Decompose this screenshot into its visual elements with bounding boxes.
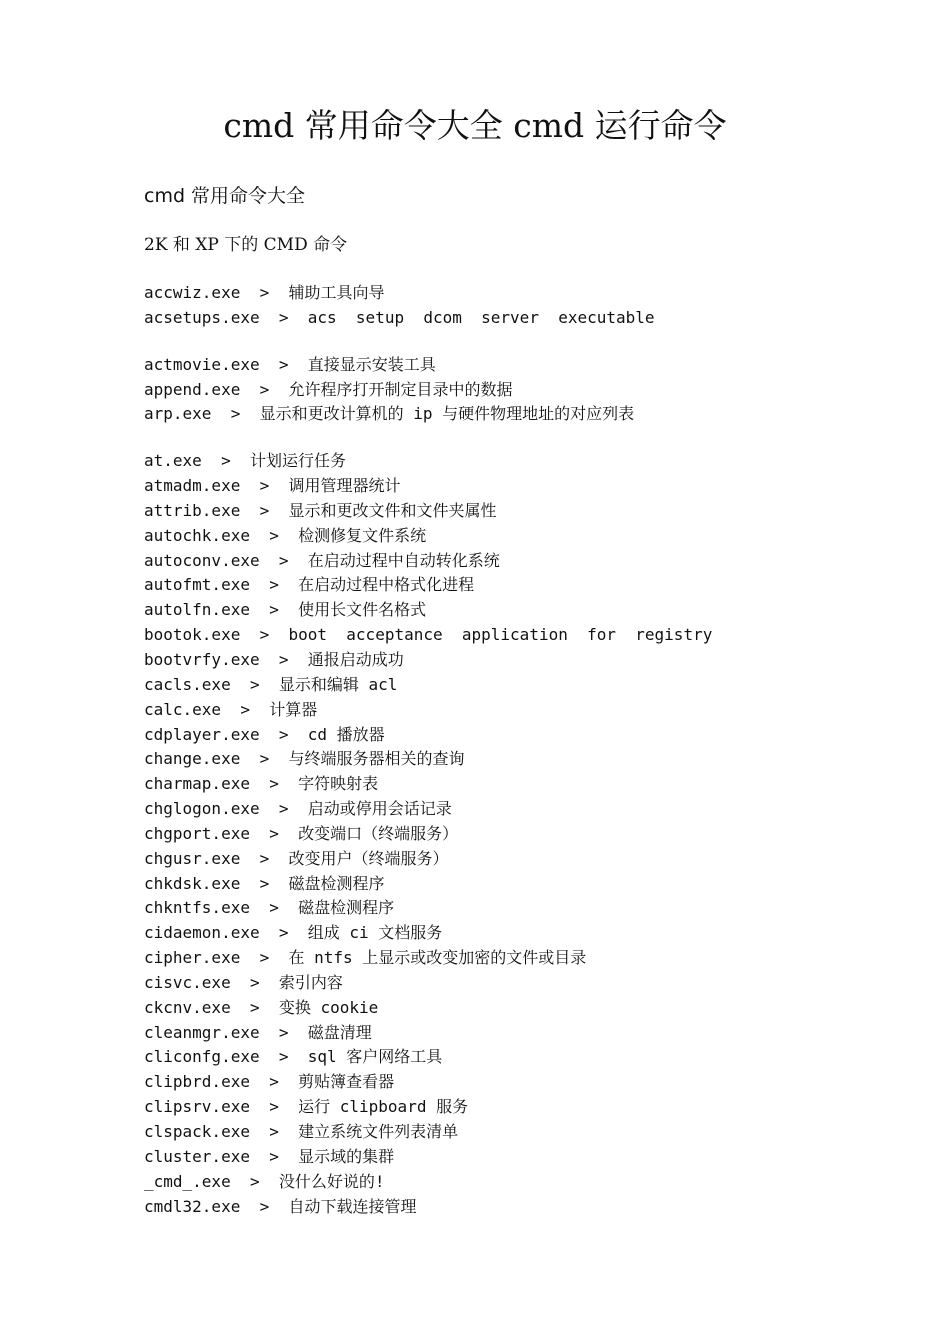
- command-line: chglogon.exe > 启动或停用会话记录: [144, 799, 452, 819]
- command-line: chgusr.exe > 改变用户（终端服务）: [144, 848, 449, 868]
- command-line: clspack.exe > 建立系统文件列表清单: [144, 1122, 459, 1141]
- command-line: _cmd_.exe > 没什么好说的!: [144, 1171, 385, 1191]
- command-line: cdplayer.exe > cd 播放器: [144, 724, 385, 744]
- command-line: cacls.exe > 显示和编辑 acl: [144, 674, 398, 694]
- command-line: cidaemon.exe > 组成 ci 文档服务: [144, 923, 443, 943]
- command-line: autochk.exe > 检测修复文件系统: [144, 525, 427, 545]
- document-title: cmd 常用命令大全 cmd 运行命令: [223, 106, 727, 145]
- command-line: arp.exe > 显示和更改计算机的 ip 与硬件物理地址的对应列表: [144, 404, 635, 424]
- command-line: accwiz.exe > 辅助工具向导: [144, 283, 385, 302]
- section-heading: cmd 常用命令大全: [144, 185, 306, 207]
- command-line: autolfn.exe > 使用长文件名格式: [144, 600, 427, 620]
- command-line: autoconv.exe > 在启动过程中自动转化系统: [144, 550, 500, 570]
- command-line: cmdl32.exe > 自动下载连接管理: [144, 1196, 417, 1216]
- command-line: cliconfg.exe > sql 客户网络工具: [144, 1047, 443, 1067]
- command-line: atmadm.exe > 调用管理器统计: [144, 476, 401, 496]
- command-line: at.exe > 计划运行任务: [144, 451, 346, 471]
- command-line: bootok.exe > boot acceptance application for registry: [144, 625, 713, 645]
- command-line: chgport.exe > 改变端口（终端服务）: [144, 823, 459, 843]
- command-line: bootvrfy.exe > 通报启动成功: [144, 649, 404, 669]
- command-line: ckcnv.exe > 变换 cookie: [144, 997, 379, 1017]
- command-line: charmap.exe > 字符映射表: [144, 774, 379, 794]
- command-line: append.exe > 允许程序打开制定目录中的数据: [144, 379, 513, 399]
- blank-line: [144, 427, 712, 449]
- command-line: actmovie.exe > 直接显示安装工具: [144, 354, 436, 374]
- command-line: cisvc.exe > 索引内容: [144, 972, 343, 992]
- command-line: cipher.exe > 在 ntfs 上显示或改变加密的文件或目录: [144, 948, 587, 968]
- command-line: chkntfs.exe > 磁盘检测程序: [144, 898, 395, 918]
- section-note: 2K 和 XP 下的 CMD 命令: [144, 235, 348, 255]
- command-line: autofmt.exe > 在启动过程中格式化进程: [144, 575, 475, 595]
- blank-line: [144, 331, 712, 353]
- command-line: change.exe > 与终端服务器相关的查询: [144, 749, 465, 769]
- command-line: attrib.exe > 显示和更改文件和文件夹属性: [144, 500, 497, 520]
- command-line: clipsrv.exe > 运行 clipboard 服务: [144, 1097, 469, 1117]
- command-line: cleanmgr.exe > 磁盘清理: [144, 1022, 372, 1042]
- command-line: acsetups.exe > acs setup dcom server executable: [144, 307, 655, 327]
- command-list: [144, 281, 712, 1219]
- command-line: clipbrd.exe > 剪贴簿查看器: [144, 1072, 395, 1092]
- command-line: cluster.exe > 显示域的集群: [144, 1146, 395, 1166]
- command-line: calc.exe > 计算器: [144, 699, 318, 719]
- command-line: chkdsk.exe > 磁盘检测程序: [144, 873, 385, 893]
